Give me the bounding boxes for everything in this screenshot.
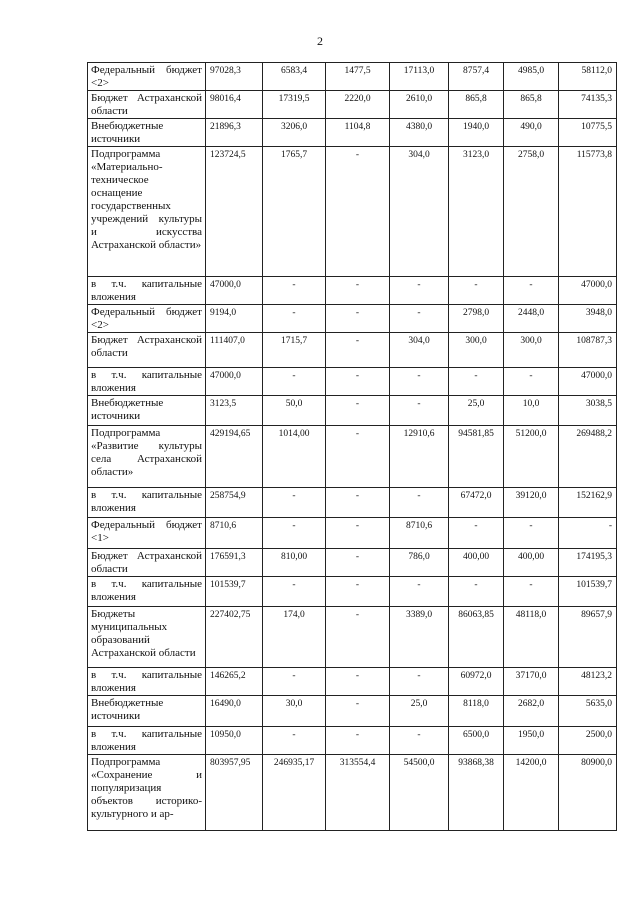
value-cell: - xyxy=(263,727,326,755)
value-cell: - xyxy=(263,488,326,518)
value-cell: 258754,9 xyxy=(206,488,263,518)
row-label: Бюджеты муниципальных образований Астраханской области xyxy=(88,607,206,668)
value-cell: - xyxy=(326,488,390,518)
row-label: Внебюджетные источники xyxy=(88,396,206,426)
value-cell: 37170,0 xyxy=(504,668,559,696)
table-row xyxy=(88,549,617,577)
value-cell: 300,0 xyxy=(504,333,559,368)
value-cell: 14200,0 xyxy=(504,755,559,831)
row-label: в т.ч. капитальные вложения xyxy=(88,368,206,396)
value-cell: 1014,00 xyxy=(263,426,326,488)
value-cell: - xyxy=(326,696,390,727)
value-cell: 80900,0 xyxy=(559,755,617,831)
row-label: в т.ч. капитальные вложения xyxy=(88,577,206,607)
value-cell: 16490,0 xyxy=(206,696,263,727)
value-cell: - xyxy=(326,549,390,577)
table-row xyxy=(88,368,617,396)
table-row xyxy=(88,577,617,607)
value-cell: 47000,0 xyxy=(559,277,617,305)
value-cell: - xyxy=(326,396,390,426)
value-cell: 86063,85 xyxy=(449,607,504,668)
row-label: Внебюджетные источники xyxy=(88,119,206,147)
value-cell: 490,0 xyxy=(504,119,559,147)
value-cell: - xyxy=(263,668,326,696)
value-cell: - xyxy=(449,518,504,549)
value-cell: 94581,85 xyxy=(449,426,504,488)
value-cell: 115773,8 xyxy=(559,147,617,277)
table-row xyxy=(88,277,617,305)
value-cell: 810,00 xyxy=(263,549,326,577)
value-cell: - xyxy=(263,368,326,396)
value-cell: 3389,0 xyxy=(390,607,449,668)
value-cell: 2758,0 xyxy=(504,147,559,277)
value-cell: - xyxy=(326,426,390,488)
value-cell: 111407,0 xyxy=(206,333,263,368)
value-cell: 176591,3 xyxy=(206,549,263,577)
value-cell: 227402,75 xyxy=(206,607,263,668)
value-cell: 10775,5 xyxy=(559,119,617,147)
value-cell: 304,0 xyxy=(390,333,449,368)
row-label: Федеральный бюджет <1> xyxy=(88,518,206,549)
budget-table-body xyxy=(88,63,617,831)
value-cell: 3038,5 xyxy=(559,396,617,426)
value-cell: 60972,0 xyxy=(449,668,504,696)
table-row xyxy=(88,727,617,755)
value-cell: 25,0 xyxy=(449,396,504,426)
budget-table xyxy=(87,62,617,831)
page-number: 2 xyxy=(317,34,323,48)
value-cell: 108787,3 xyxy=(559,333,617,368)
value-cell: 67472,0 xyxy=(449,488,504,518)
value-cell: 93868,38 xyxy=(449,755,504,831)
row-label: Федеральный бюджет <2> xyxy=(88,305,206,333)
value-cell: - xyxy=(390,305,449,333)
value-cell: 174,0 xyxy=(263,607,326,668)
row-label: Подпрограмма «Материально-техническое оснащение государственных учреждений культуры и искусства Астраханской области» xyxy=(88,147,206,277)
value-cell: 123724,5 xyxy=(206,147,263,277)
value-cell: - xyxy=(326,668,390,696)
value-cell: 9194,0 xyxy=(206,305,263,333)
value-cell: 30,0 xyxy=(263,696,326,727)
value-cell: - xyxy=(449,368,504,396)
value-cell: 2448,0 xyxy=(504,305,559,333)
value-cell: - xyxy=(326,518,390,549)
table-row xyxy=(88,305,617,333)
table-row xyxy=(88,426,617,488)
value-cell: - xyxy=(449,577,504,607)
row-label: в т.ч. капитальные вложения xyxy=(88,668,206,696)
value-cell: 803957,95 xyxy=(206,755,263,831)
value-cell: - xyxy=(504,277,559,305)
value-cell: 3123,5 xyxy=(206,396,263,426)
value-cell: 47000,0 xyxy=(206,368,263,396)
value-cell: - xyxy=(390,727,449,755)
value-cell: 1104,8 xyxy=(326,119,390,147)
value-cell: 865,8 xyxy=(449,91,504,119)
value-cell: 3206,0 xyxy=(263,119,326,147)
value-cell: 4380,0 xyxy=(390,119,449,147)
value-cell: 174195,3 xyxy=(559,549,617,577)
value-cell: 25,0 xyxy=(390,696,449,727)
value-cell: 300,0 xyxy=(449,333,504,368)
value-cell: 51200,0 xyxy=(504,426,559,488)
row-label: Подпрограмма «Развитие культуры села Астраханской области» xyxy=(88,426,206,488)
row-label: в т.ч. капитальные вложения xyxy=(88,488,206,518)
value-cell: 5635,0 xyxy=(559,696,617,727)
value-cell: - xyxy=(326,577,390,607)
value-cell: 304,0 xyxy=(390,147,449,277)
value-cell: 3948,0 xyxy=(559,305,617,333)
table-row xyxy=(88,147,617,277)
value-cell: - xyxy=(326,305,390,333)
value-cell: - xyxy=(326,727,390,755)
value-cell: - xyxy=(390,368,449,396)
value-cell: 74135,3 xyxy=(559,91,617,119)
value-cell: 246935,17 xyxy=(263,755,326,831)
table-row xyxy=(88,63,617,91)
table-row xyxy=(88,696,617,727)
value-cell: 48123,2 xyxy=(559,668,617,696)
value-cell: 1477,5 xyxy=(326,63,390,91)
value-cell: - xyxy=(263,518,326,549)
value-cell: 8710,6 xyxy=(206,518,263,549)
value-cell: 101539,7 xyxy=(206,577,263,607)
value-cell: - xyxy=(390,668,449,696)
value-cell: 152162,9 xyxy=(559,488,617,518)
row-label: Бюджет Астраханской области xyxy=(88,91,206,119)
value-cell: - xyxy=(390,577,449,607)
value-cell: 1765,7 xyxy=(263,147,326,277)
value-cell: 12910,6 xyxy=(390,426,449,488)
row-label: Внебюджетные источники xyxy=(88,696,206,727)
table-row xyxy=(88,488,617,518)
value-cell: 2220,0 xyxy=(326,91,390,119)
value-cell: 47000,0 xyxy=(559,368,617,396)
value-cell: 17319,5 xyxy=(263,91,326,119)
value-cell: 54500,0 xyxy=(390,755,449,831)
value-cell: 6583,4 xyxy=(263,63,326,91)
table-row xyxy=(88,396,617,426)
value-cell: 98016,4 xyxy=(206,91,263,119)
table-row xyxy=(88,119,617,147)
value-cell: 146265,2 xyxy=(206,668,263,696)
value-cell: - xyxy=(326,277,390,305)
value-cell: - xyxy=(263,277,326,305)
value-cell: 89657,9 xyxy=(559,607,617,668)
value-cell: 2798,0 xyxy=(449,305,504,333)
value-cell: - xyxy=(390,396,449,426)
value-cell: 1950,0 xyxy=(504,727,559,755)
value-cell: 17113,0 xyxy=(390,63,449,91)
value-cell: - xyxy=(504,518,559,549)
value-cell: - xyxy=(390,488,449,518)
value-cell: 2682,0 xyxy=(504,696,559,727)
value-cell: 269488,2 xyxy=(559,426,617,488)
value-cell: 865,8 xyxy=(504,91,559,119)
value-cell: - xyxy=(263,577,326,607)
value-cell: 50,0 xyxy=(263,396,326,426)
value-cell: 58112,0 xyxy=(559,63,617,91)
value-cell: 47000,0 xyxy=(206,277,263,305)
value-cell: 1940,0 xyxy=(449,119,504,147)
table-row xyxy=(88,91,617,119)
value-cell: - xyxy=(326,368,390,396)
table-row xyxy=(88,518,617,549)
value-cell: 2500,0 xyxy=(559,727,617,755)
row-label: Бюджет Астраханской области xyxy=(88,333,206,368)
row-label: в т.ч. капитальные вложения xyxy=(88,277,206,305)
table-row xyxy=(88,668,617,696)
value-cell: 48118,0 xyxy=(504,607,559,668)
value-cell: 4985,0 xyxy=(504,63,559,91)
value-cell: - xyxy=(326,147,390,277)
value-cell: 2610,0 xyxy=(390,91,449,119)
value-cell: 101539,7 xyxy=(559,577,617,607)
value-cell: 8710,6 xyxy=(390,518,449,549)
value-cell: - xyxy=(449,277,504,305)
value-cell: 8757,4 xyxy=(449,63,504,91)
table-row xyxy=(88,333,617,368)
value-cell: 39120,0 xyxy=(504,488,559,518)
value-cell: - xyxy=(504,368,559,396)
value-cell: - xyxy=(559,518,617,549)
value-cell: 10950,0 xyxy=(206,727,263,755)
row-label: Бюджет Астраханской области xyxy=(88,549,206,577)
value-cell: 8118,0 xyxy=(449,696,504,727)
value-cell: - xyxy=(326,607,390,668)
value-cell: 6500,0 xyxy=(449,727,504,755)
value-cell: 3123,0 xyxy=(449,147,504,277)
value-cell: - xyxy=(504,577,559,607)
row-label: Подпрограмма «Сохранение и популяризация объектов историко-культурного и ар- xyxy=(88,755,206,831)
value-cell: 97028,3 xyxy=(206,63,263,91)
value-cell: 400,00 xyxy=(449,549,504,577)
table-row xyxy=(88,607,617,668)
value-cell: 313554,4 xyxy=(326,755,390,831)
value-cell: - xyxy=(326,333,390,368)
value-cell: 429194,65 xyxy=(206,426,263,488)
value-cell: - xyxy=(263,305,326,333)
value-cell: 21896,3 xyxy=(206,119,263,147)
value-cell: 10,0 xyxy=(504,396,559,426)
table-row xyxy=(88,755,617,831)
row-label: Федеральный бюджет <2> xyxy=(88,63,206,91)
row-label: в т.ч. капитальные вложения xyxy=(88,727,206,755)
value-cell: 1715,7 xyxy=(263,333,326,368)
value-cell: 786,0 xyxy=(390,549,449,577)
value-cell: - xyxy=(390,277,449,305)
value-cell: 400,00 xyxy=(504,549,559,577)
